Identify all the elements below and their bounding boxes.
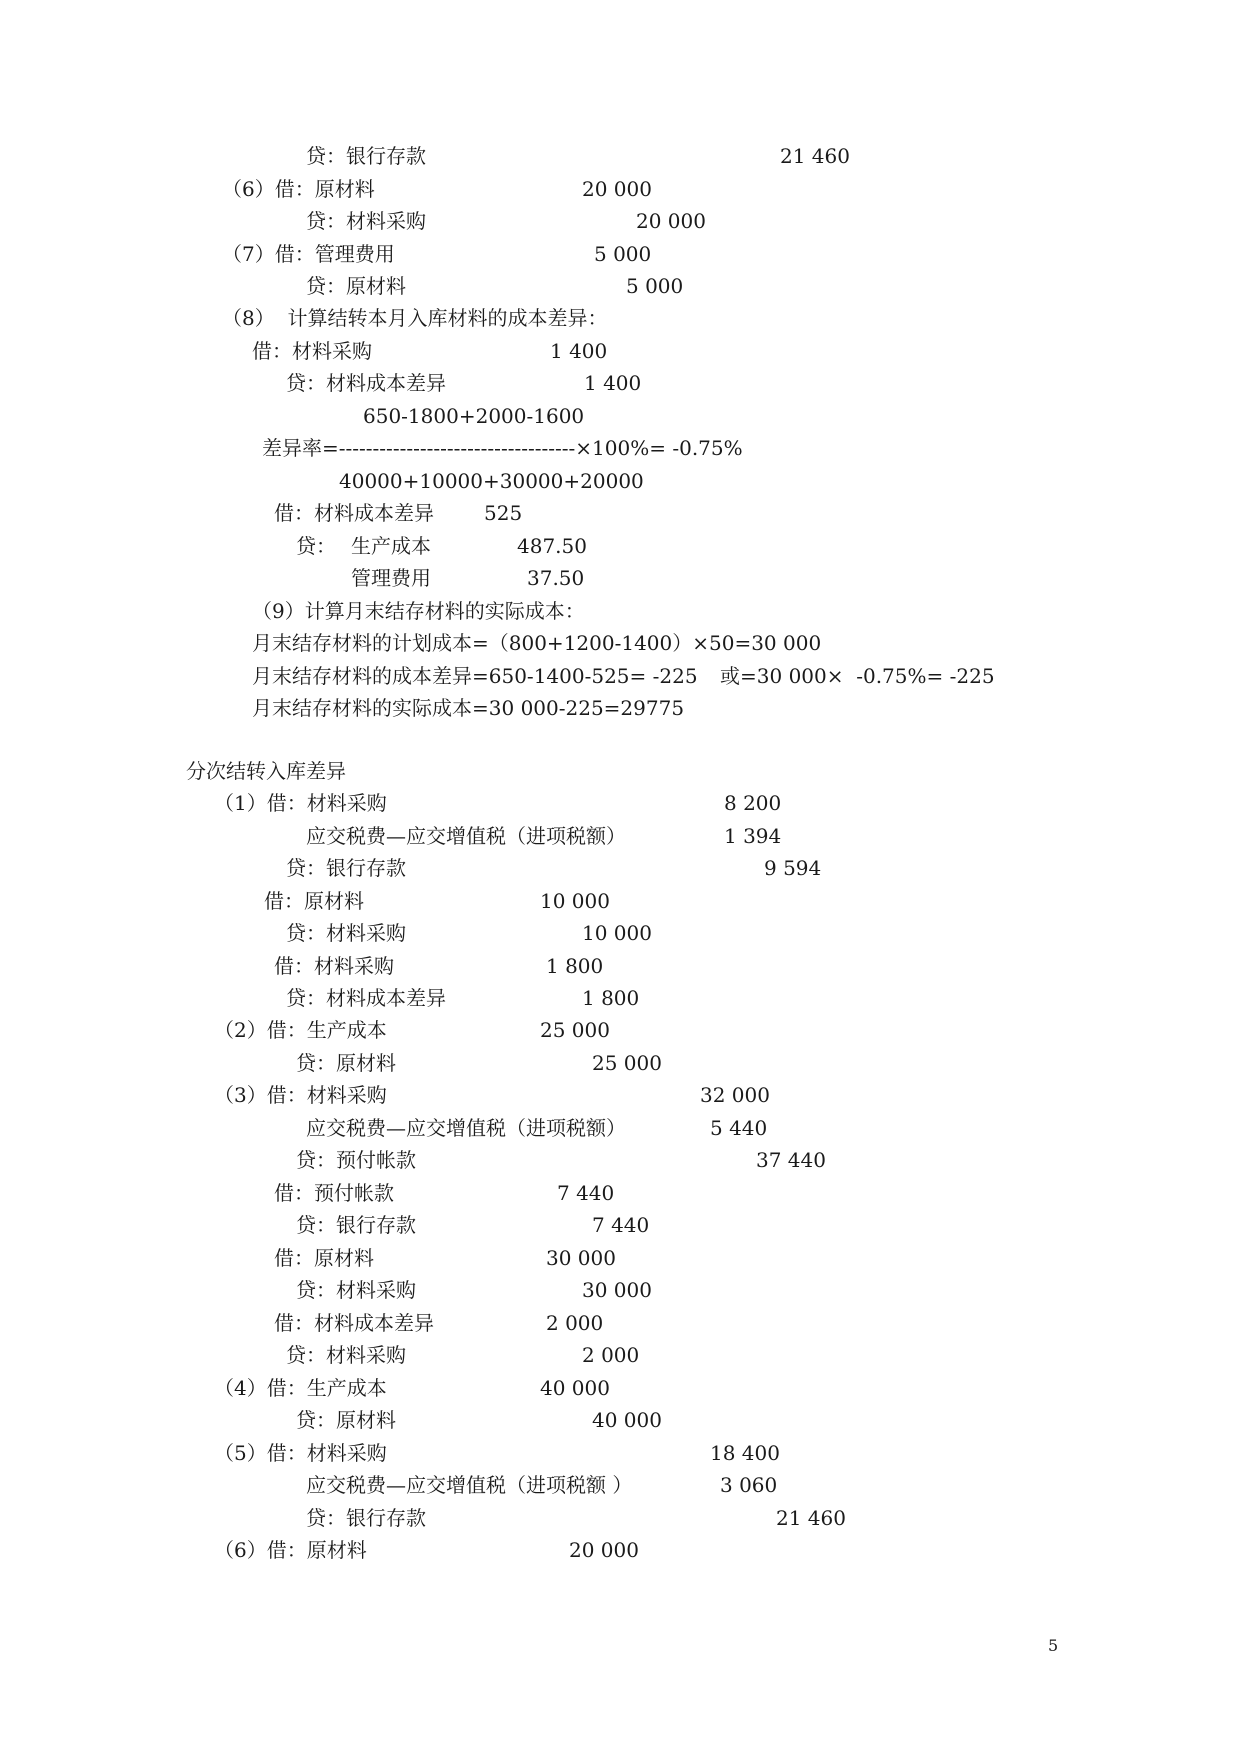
text-line: [0, 1307, 1241, 1340]
line-text: 650-1800+2000-1600: [363, 404, 585, 428]
line-amount: 1 800: [546, 954, 604, 978]
line-text: 贷：银行存款: [306, 1506, 426, 1530]
line-text: 40000+10000+30000+20000: [339, 469, 644, 493]
line-amount: 525: [484, 501, 523, 525]
line-text: （4）借：生产成本: [214, 1376, 387, 1400]
line-text: 贷：材料成本差异: [286, 986, 446, 1010]
line-amount: 5 440: [710, 1116, 768, 1140]
line-text: 贷：原材料: [296, 1051, 396, 1075]
line-text: 贷：银行存款: [296, 1213, 416, 1237]
line-text: （7）借：管理费用: [222, 242, 395, 266]
line-amount: 7 440: [592, 1213, 650, 1237]
line-text: 贷：材料成本差异: [286, 371, 446, 395]
text-line: [0, 1209, 1241, 1242]
line-amount: 20 000: [569, 1538, 639, 1562]
line-text: （6）借：原材料: [222, 177, 375, 201]
line-amount: 7 440: [557, 1181, 615, 1205]
text-line: [0, 1502, 1241, 1535]
text-line: [0, 917, 1241, 950]
line-text: 借：材料成本差异: [274, 501, 434, 525]
text-line: [0, 1372, 1241, 1405]
line-text: 应交税费—应交增值税（进项税额）: [306, 824, 626, 848]
text-line: [0, 1469, 1241, 1502]
line-text: 月末结存材料的成本差异=650-1400-525= -225: [252, 664, 698, 688]
text-line: [0, 173, 1241, 206]
text-line: [0, 497, 1241, 530]
text-line: [0, 787, 1241, 820]
text-line: [0, 950, 1241, 983]
line-text: 借：原材料: [264, 889, 364, 913]
line-amount: 生产成本: [351, 534, 431, 558]
line-amount: 40 000: [540, 1376, 610, 1400]
line-amount: 1 400: [584, 371, 642, 395]
line-text: 借：材料采购: [252, 339, 372, 363]
line-text: 借：材料成本差异: [274, 1311, 434, 1335]
text-line: [0, 692, 1241, 725]
line-amount: 487.50: [517, 534, 587, 558]
line-text: 贷：原材料: [306, 274, 406, 298]
line-text: 应交税费—应交增值税（进项税额）: [306, 1116, 626, 1140]
text-line: [0, 982, 1241, 1015]
line-text: 贷：银行存款: [306, 144, 426, 168]
text-line: [0, 595, 1241, 628]
line-text: 月末结存材料的计划成本=（800+1200-1400）×50=30 000: [252, 631, 822, 655]
text-line: [0, 530, 1241, 563]
line-text: 应交税费—应交增值税（进项税额 ）: [306, 1473, 633, 1497]
line-amount: 30 000: [582, 1278, 652, 1302]
line-text: 贷：银行存款: [286, 856, 406, 880]
page-number: 5: [1048, 1636, 1059, 1655]
text-line: [0, 660, 1241, 693]
line-amount: 20 000: [636, 209, 706, 233]
text-line: [0, 205, 1241, 238]
line-text: （1）借：材料采购: [214, 791, 387, 815]
line-text: 月末结存材料的实际成本=30 000-225=29775: [252, 696, 685, 720]
line-text: 分次结转入库差异: [186, 759, 346, 783]
line-text: 贷：材料采购: [286, 1343, 406, 1367]
line-amount: 或=30 000× -0.75%= -225: [720, 664, 995, 688]
text-line: [0, 1242, 1241, 1275]
text-line: [0, 755, 1241, 788]
text-line: [0, 1014, 1241, 1047]
line-amount: 1 800: [582, 986, 640, 1010]
line-amount: 25 000: [592, 1051, 662, 1075]
line-text: 贷：原材料: [296, 1408, 396, 1432]
text-line: [0, 1079, 1241, 1112]
line-amount: 21 460: [780, 144, 850, 168]
line-amount: 37 440: [756, 1148, 826, 1172]
text-line: [0, 562, 1241, 595]
text-line: [0, 885, 1241, 918]
line-text: 借：预付帐款: [274, 1181, 394, 1205]
text-line: [0, 852, 1241, 885]
text-line: [0, 400, 1241, 433]
line-amount: 9 594: [764, 856, 822, 880]
line-text: （3）借：材料采购: [214, 1083, 387, 1107]
line-text: （6）借：原材料: [214, 1538, 367, 1562]
text-line: [0, 1047, 1241, 1080]
line-amount: 21 460: [776, 1506, 846, 1530]
line-amount: 37.50: [527, 566, 585, 590]
line-amount: 3 060: [720, 1473, 778, 1497]
line-text: 贷：材料采购: [286, 921, 406, 945]
line-text: 贷：预付帐款: [296, 1148, 416, 1172]
line-amount: 10 000: [540, 889, 610, 913]
text-line: [0, 1339, 1241, 1372]
line-amount: 10 000: [582, 921, 652, 945]
line-text: （2）借：生产成本: [214, 1018, 387, 1042]
line-amount: 5 000: [626, 274, 684, 298]
line-amount: 8 200: [724, 791, 782, 815]
text-line: [0, 1437, 1241, 1470]
line-text: 贷：材料采购: [296, 1278, 416, 1302]
line-amount: 1 394: [724, 824, 782, 848]
text-line: [0, 432, 1241, 465]
line-amount: 30 000: [546, 1246, 616, 1270]
line-text: 借：原材料: [274, 1246, 374, 1270]
text-line: [0, 465, 1241, 498]
line-text: 贷：材料采购: [306, 209, 426, 233]
text-line: [0, 1144, 1241, 1177]
text-line: [0, 270, 1241, 303]
line-text: （8） 计算结转本月入库材料的成本差异：: [222, 306, 608, 330]
line-amount: 1 400: [550, 339, 608, 363]
text-line: [0, 238, 1241, 271]
line-text: 贷：: [296, 534, 336, 558]
text-line: [0, 1404, 1241, 1437]
line-amount: 2 000: [582, 1343, 640, 1367]
line-text: 管理费用: [351, 566, 431, 590]
line-text: 借：材料采购: [274, 954, 394, 978]
line-amount: 18 400: [710, 1441, 780, 1465]
text-line: [0, 1112, 1241, 1145]
line-amount: 25 000: [540, 1018, 610, 1042]
text-line: [0, 627, 1241, 660]
text-line: [0, 302, 1241, 335]
text-line: [0, 140, 1241, 173]
line-text: （5）借：材料采购: [214, 1441, 387, 1465]
text-line: [0, 1534, 1241, 1567]
line-amount: 40 000: [592, 1408, 662, 1432]
text-line: [0, 335, 1241, 368]
text-line: [0, 1274, 1241, 1307]
line-amount: 5 000: [594, 242, 652, 266]
line-amount: 20 000: [582, 177, 652, 201]
text-line: [0, 1177, 1241, 1210]
line-amount: 2 000: [546, 1311, 604, 1335]
text-line: [0, 367, 1241, 400]
line-text: （9）计算月末结存材料的实际成本：: [252, 599, 585, 623]
line-text: 差异率=-----------------------------------×100%= -0.75%: [262, 436, 743, 460]
line-amount: 32 000: [700, 1083, 770, 1107]
text-line: [0, 820, 1241, 853]
